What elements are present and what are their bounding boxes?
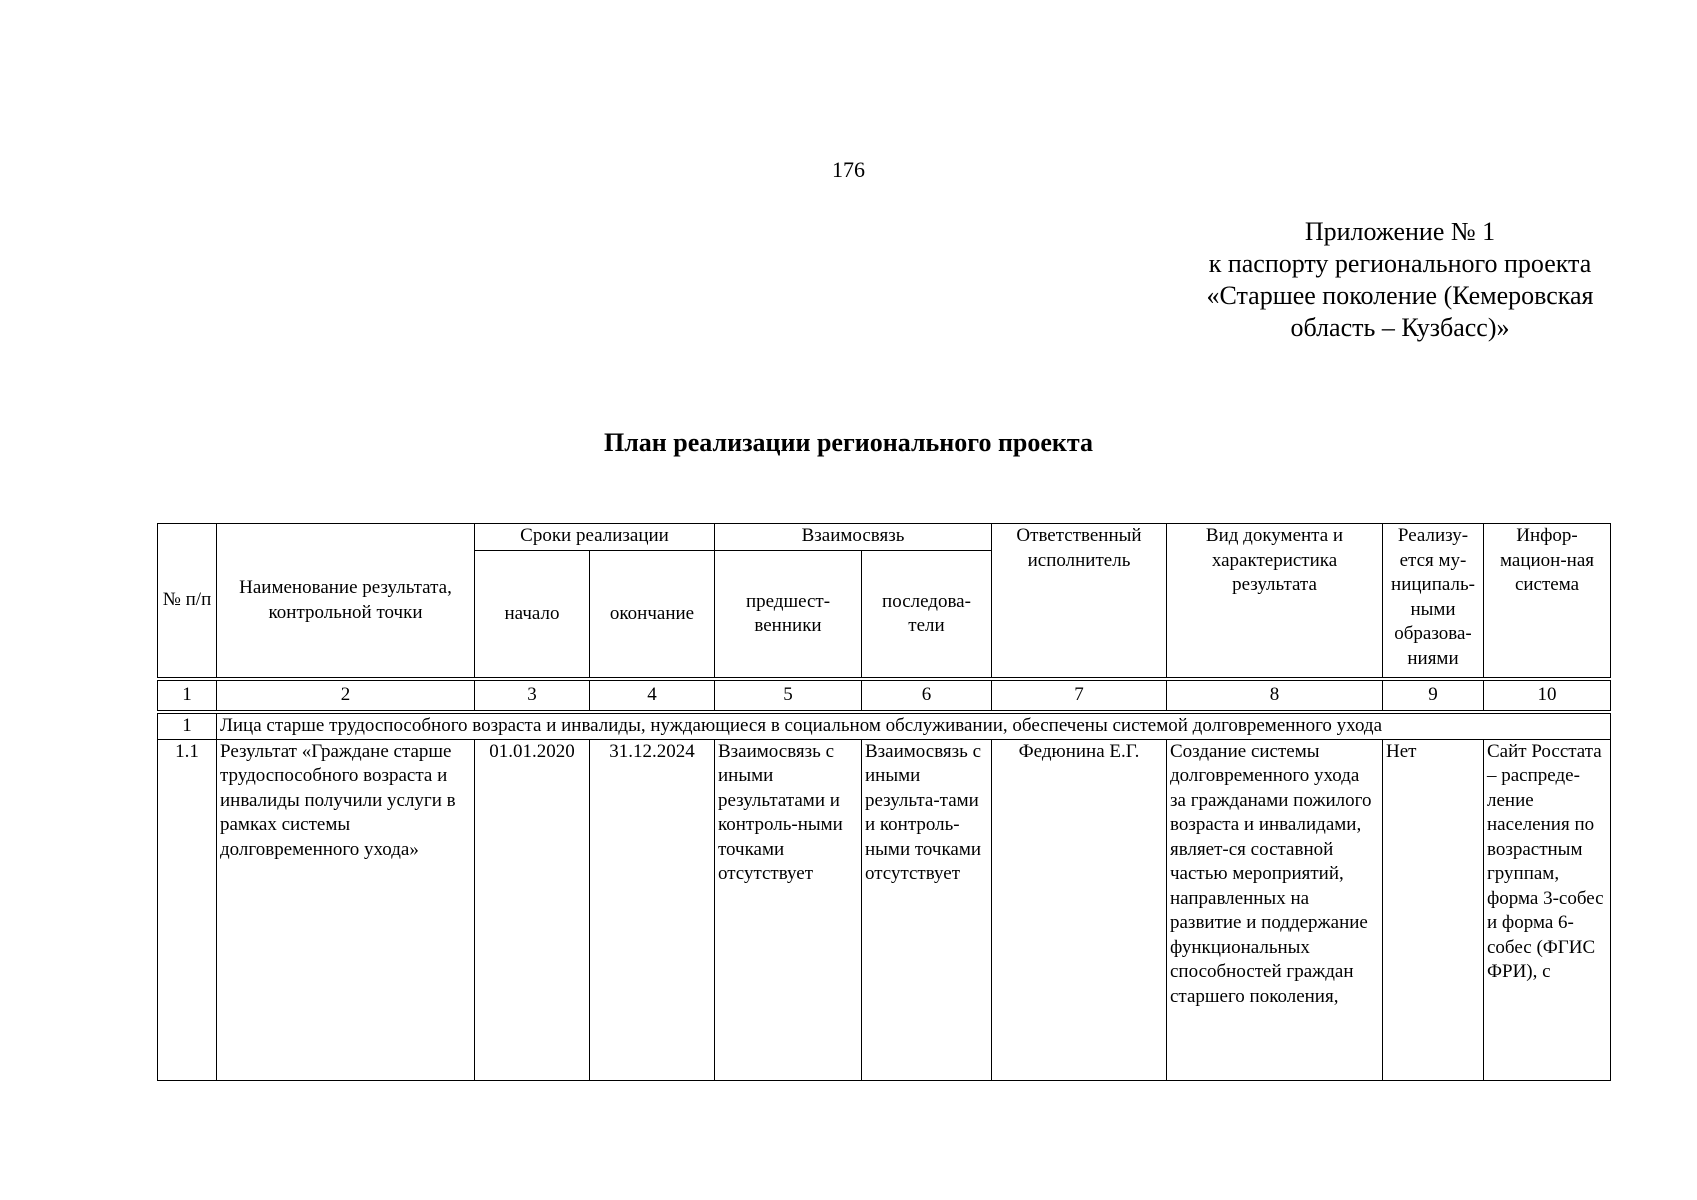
- header-terms: Сроки реализации: [475, 524, 715, 551]
- section-num: 1: [158, 712, 217, 739]
- header-municipal: Реализу-ется му-ниципаль-ными образова-ниями: [1383, 524, 1484, 680]
- appendix-line: «Старшее поколение (Кемеровская: [1206, 281, 1594, 310]
- column-number: 2: [217, 679, 475, 712]
- header-num: № п/п: [158, 524, 217, 680]
- header-info-system: Инфор-мацион-ная система: [1484, 524, 1611, 680]
- appendix-line: область – Кузбасс)»: [1290, 313, 1510, 342]
- row-successors: Взаимосвязь с иными результа-тами и контроль-ными точками отсутствует: [862, 739, 992, 1080]
- column-number: 1: [158, 679, 217, 712]
- header-predecessors: предшест-венники: [715, 551, 862, 680]
- column-number: 7: [992, 679, 1167, 712]
- row-num: 1.1: [158, 739, 217, 1080]
- header-doc-type: Вид документа и характеристика результата: [1167, 524, 1383, 680]
- section-row: [158, 712, 1611, 739]
- column-numbers-row: [158, 679, 1611, 712]
- appendix-line: к паспорту регионального проекта: [1208, 249, 1592, 278]
- row-responsible: Федюнина Е.Г.: [992, 739, 1167, 1080]
- row-predecessors: Взаимосвязь с иными результатами и контроль-ными точками отсутствует: [715, 739, 862, 1080]
- appendix-line: Приложение № 1: [1304, 217, 1496, 246]
- column-number: 9: [1383, 679, 1484, 712]
- column-number: 3: [475, 679, 590, 712]
- row-start: 01.01.2020: [475, 739, 590, 1080]
- header-responsible: Ответственный исполнитель: [992, 524, 1167, 680]
- header-start: начало: [475, 551, 590, 680]
- row-name: Результат «Граждане старше трудоспособного возраста и инвалиды получили услуги в рамках системы долговременного ухода»: [217, 739, 475, 1080]
- table-header-row: [158, 524, 1611, 551]
- column-number: 4: [590, 679, 715, 712]
- row-end: 31.12.2024: [590, 739, 715, 1080]
- row-municipal: Нет: [1383, 739, 1484, 1080]
- section-title: Лица старше трудоспособного возраста и инвалиды, нуждающиеся в социальном обслуживании, обеспечены системой долговременного ухода: [217, 712, 1611, 739]
- row-info-system: Сайт Росстата – распреде-ление населения по возрастным группам, форма 3-собес и форма 6-собес (ФГИС ФРИ), с: [1484, 739, 1611, 1080]
- column-number: 6: [862, 679, 992, 712]
- appendix-note: [1160, 216, 1640, 344]
- header-name: Наименование результата, контрольной точки: [217, 524, 475, 680]
- table-row: [158, 739, 1611, 1080]
- header-relation: Взаимосвязь: [715, 524, 992, 551]
- document-title: План реализации регионального проекта: [604, 428, 1093, 457]
- column-number: 10: [1484, 679, 1611, 712]
- row-doc-type: Создание системы долговременного ухода за гражданами пожилого возраста и инвалидами, являет-ся составной частью мероприятий, направленных на развитие и поддержание функциональных способностей граждан старшего поколения,: [1167, 739, 1383, 1080]
- header-end: окончание: [590, 551, 715, 680]
- column-number: 5: [715, 679, 862, 712]
- header-successors: последова-тели: [862, 551, 992, 680]
- plan-table: [157, 523, 1611, 1081]
- column-number: 8: [1167, 679, 1383, 712]
- page-number: 176: [832, 157, 865, 182]
